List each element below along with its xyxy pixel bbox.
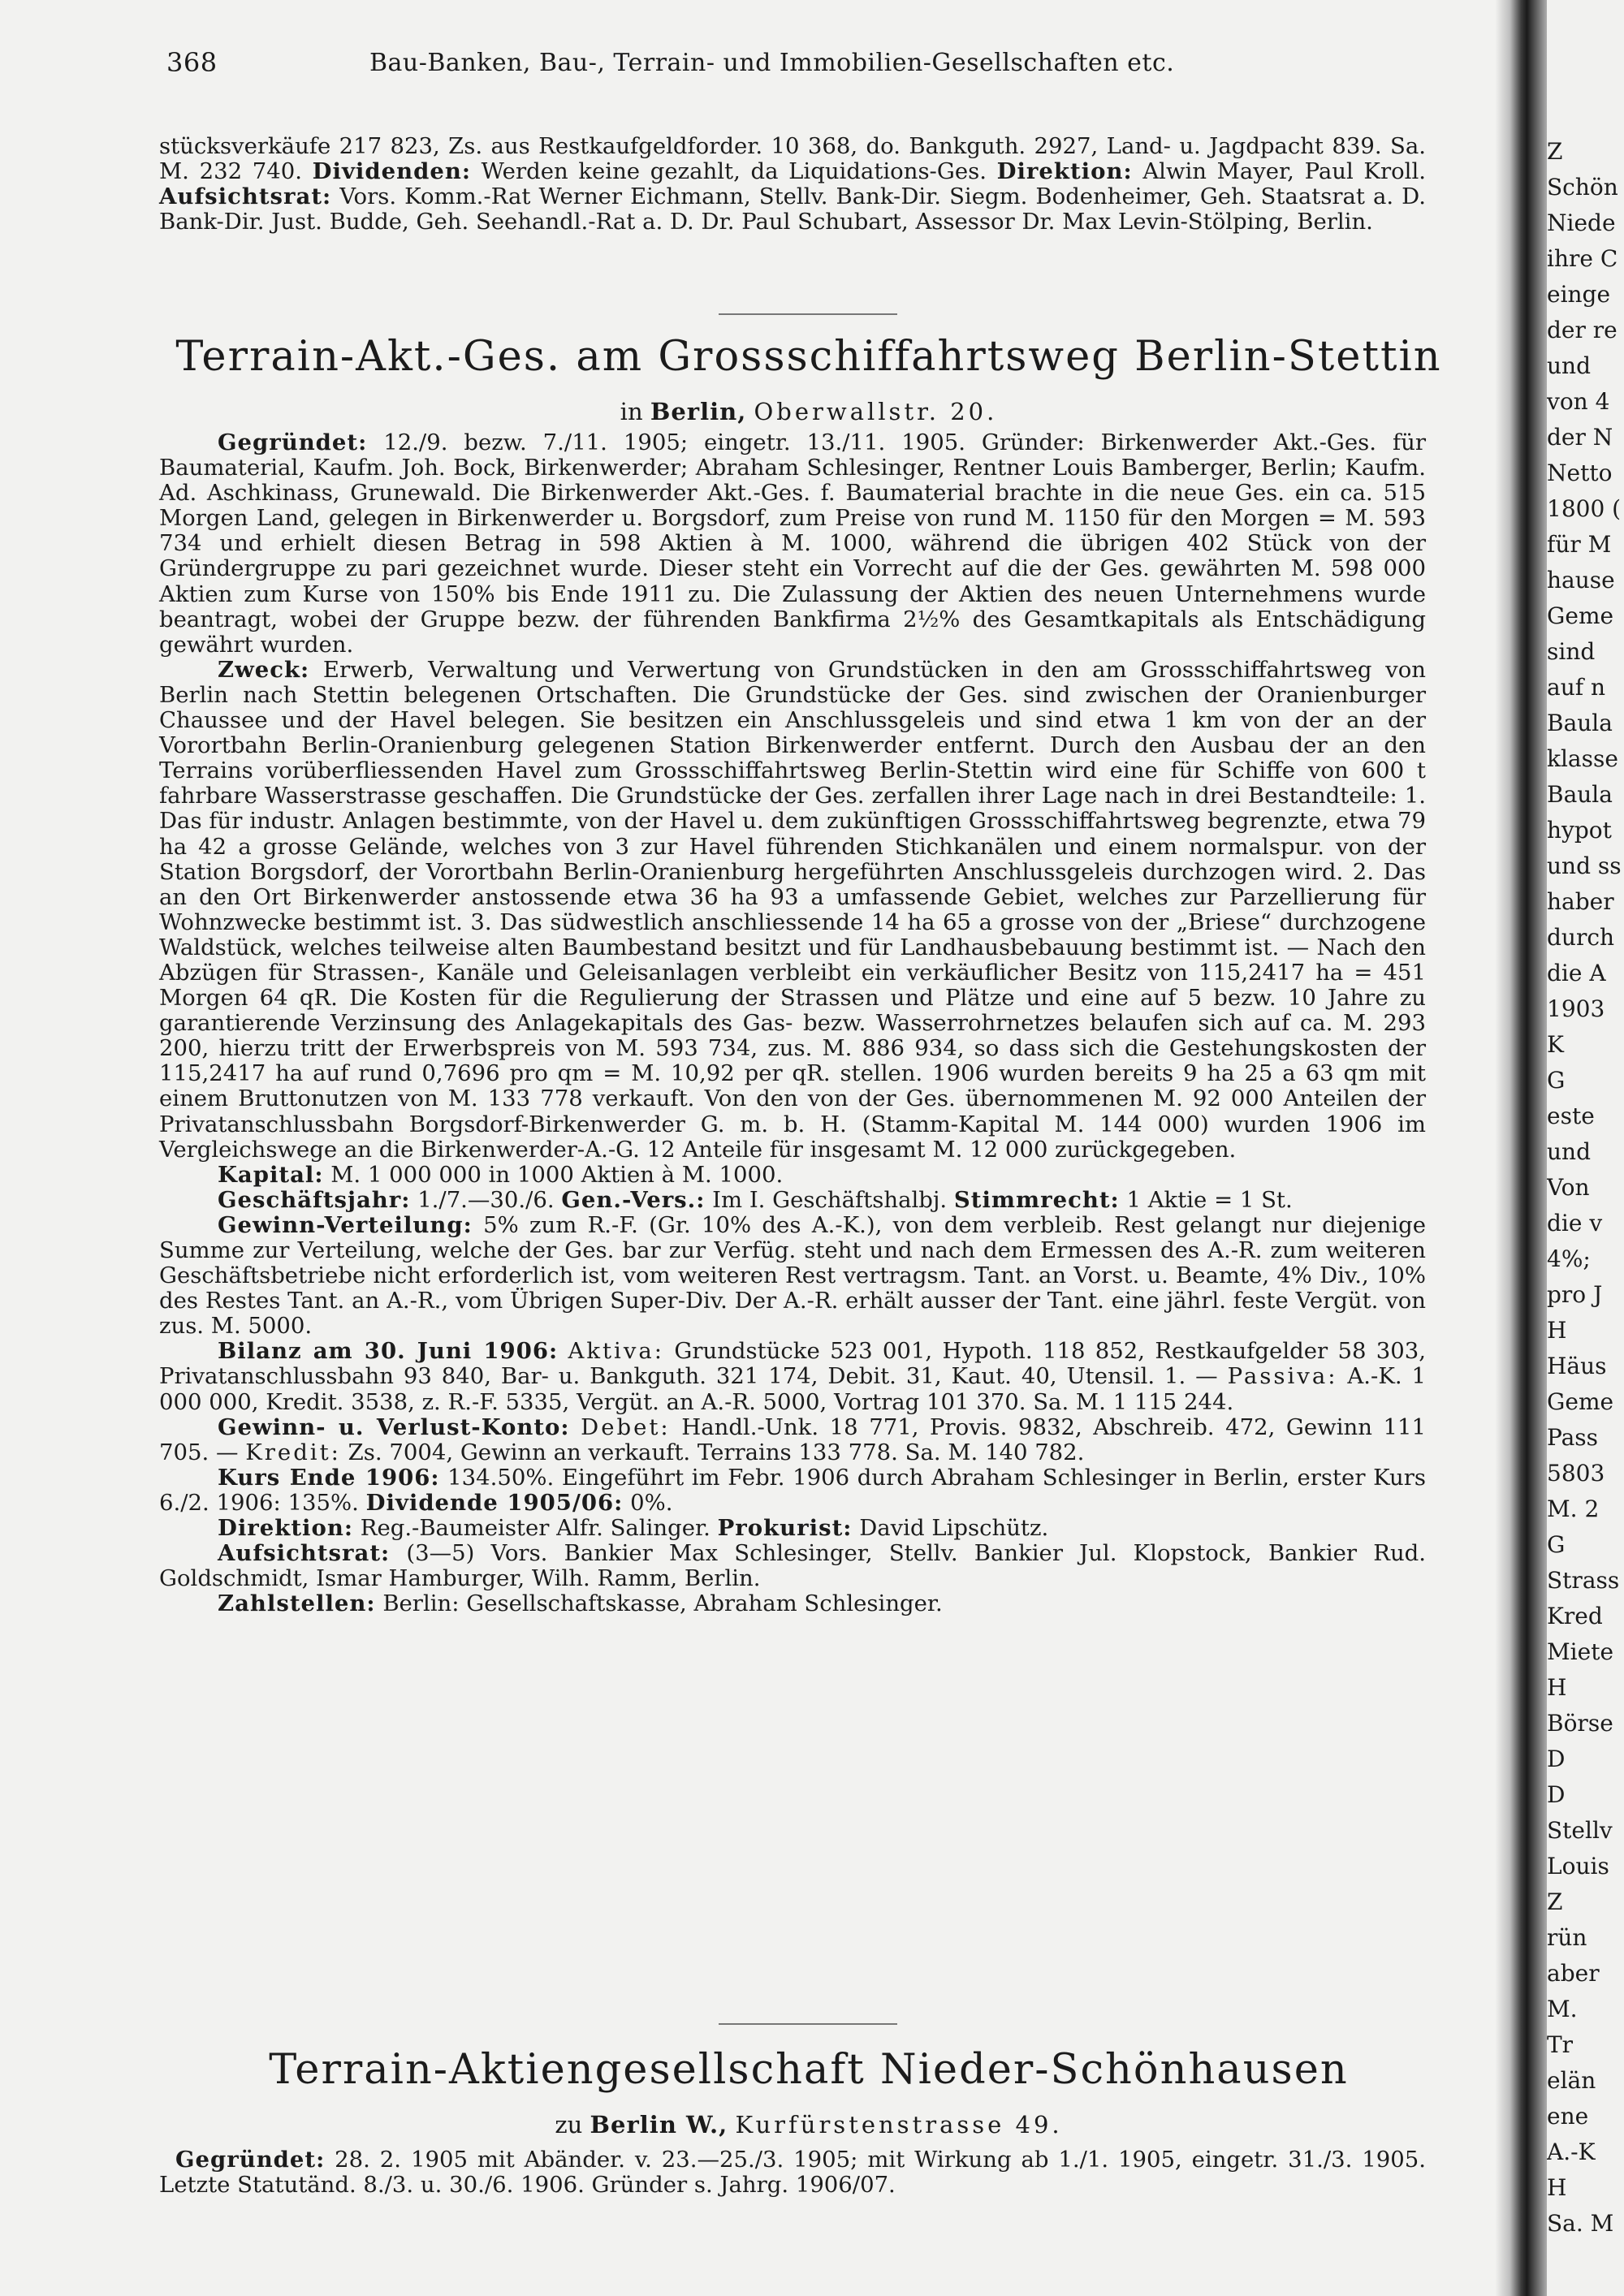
- entry1-zweck-text: Erwerb, Verwaltung und Verwertung von Grundstücken in den am Grossschiffahrtsweg von Berlin nach Stettin belegenen Ortschaften. Die Grundstücke der Ges. sind zwischen der Oranienburger Chaussee und der Havel belegen. Sie besitzen ein Anschlussgeleis und sind etwa 1 km von der an der Vorortbahn Berlin-Oranienburg gelegenen Station Birkenwerder entfernt. Durch den Ausbau der an den Terrains vorüberfliessenden Havel zum Grossschiffahrtsweg Berlin-Stettin wird eine für Schiffe von 600 t fahrbare Wasserstrasse geschaffen. Die Grundstücke der Ges. zerfallen ihrer Lage nach in drei Bestandteile: 1. Das für industr. Anlagen bestimmte, von der Havel u. dem zukünftigen Grossschiffahrtsweg begrenzte, etwa 79 ha 42 a grosse Gelände, welches von 3 zur Havel führenden Stichkanälen und einem normalspur. von der Station Borgsdorf, der Vorortbahn Berlin-Oranienburg hergeführten Anschlussgeleis durchzogen wird. 2. Das an den Ort Birkenwerder anstossende etwa 36 ha 93 a umfassende Gebiet, welches zur Parzellierung für Wohnzwecke bestimmt ist. 3. Das südwestlich anschliessende 14 ha 65 a grosse von der „Briese“ durchzogene Waldstück, welches teilweise alten Baumbestand besitzt und für Landhausbebauung bestimmt ist. — Nach den Abzügen für Strassen-, Kanäle und Geleisanlagen verbleibt ein verkäuflicher Besitz von 115,2417 ha = 451 Morgen 64 qR. Die Kosten für die Regulierung der Strassen und Plätze und eine auf 5 bezw. 10 Jahre zu garantierende Verzinsung des Anlagekapitals des Gas- bezw. Wasserrohrnetzes belaufen sich auf ca. M. 293 200, hierzu tritt der Erwerbspreis von M. 593 734, zus. M. 886 934, so dass sich die Gestehungskosten der 115,2417 ha auf rund 0,7696 pro qm = M. 10,92 per qR. stellen. 1906 wurden bereits 9 ha 25 a 63 qm mit einem Bruttonutzen von M. 133 778 verkauft. Von den von der Ges. übernommenen M. 92 000 Anteilen der Privatanschlussbahn Borgsdorf-Birkenwerder G. m. b. H. (Stamm-Kapital M. 144 000) wurden 1906 im Vergleichswege an die Birkenwerder-A.-G. 12 Anteile für insgesamt M. 12 000 zurückgegeben.: [159, 656, 1426, 1163]
- right-page-line: für M: [1547, 531, 1612, 558]
- right-page-line: 5803: [1547, 1460, 1605, 1487]
- entry1-loc-street: Oberwallstr. 20.: [754, 398, 998, 425]
- entry1-direktion-label: Direktion:: [218, 1515, 353, 1542]
- right-page-line: H: [1547, 1674, 1567, 1701]
- entry1-aufsichtsrat-text: (3—5) Vors. Bankier Max Schlesinger, Stellv. Bankier Jul. Klopstock, Bankier Rud. Goldschmidt, Ismar Hamburger, Wilh. Ramm, Berlin.: [159, 1540, 1426, 1592]
- prev-dividenden-text: Werden keine gezahlt, da Liquidations-Ges.: [481, 158, 987, 185]
- entry1-direktion: [159, 1516, 1426, 1541]
- entry1-passiva-text: A.-K. 1 000 000, Kredit. 3538, z. R.-F. 5335, Vergüt. an A.-R. 5000, Vortrag 101 370. Sa. M. 1 115 244.: [159, 1363, 1427, 1415]
- entry1-zahlstellen-label: Zahlstellen:: [218, 1590, 376, 1617]
- right-page-line: Strass: [1547, 1567, 1620, 1594]
- right-page-line: Häus: [1547, 1353, 1607, 1379]
- entry1-kredit-label: Kredit:: [245, 1439, 341, 1465]
- right-page-line: Stellv: [1547, 1817, 1613, 1844]
- right-page-line: Niede: [1547, 209, 1616, 236]
- entry1-location: [159, 398, 1458, 425]
- entry1-stimmrecht-text: 1 Aktie = 1 St.: [1126, 1186, 1293, 1213]
- entry1-guv: [159, 1415, 1426, 1465]
- entry1-zweck-label: Zweck:: [218, 656, 310, 683]
- right-page-fragment: [1547, 0, 1624, 2296]
- right-page-line: Netto: [1547, 460, 1613, 486]
- right-page-line: auf n: [1547, 674, 1606, 701]
- right-page-line: von 4: [1547, 388, 1610, 415]
- right-page-line: Von: [1547, 1174, 1590, 1201]
- page-number: 368: [166, 47, 218, 78]
- entry2-body: [159, 2147, 1426, 2198]
- entry1-genvers-label: Gen.-Vers.:: [561, 1186, 706, 1213]
- right-page-line: Z: [1547, 1888, 1563, 1915]
- right-page-line: Miete: [1547, 1638, 1614, 1665]
- right-page-line: Z: [1547, 138, 1563, 165]
- right-page-line: haber: [1547, 888, 1614, 915]
- right-page-line: A.-K: [1547, 2138, 1596, 2165]
- right-page-line: Tr: [1547, 2031, 1574, 2058]
- entry1-prokurist-label: Prokurist:: [717, 1515, 853, 1542]
- right-page-line: Sa. M: [1547, 2210, 1614, 2237]
- right-page-line: M.: [1547, 1996, 1578, 2022]
- right-page-line: und: [1547, 352, 1591, 379]
- entry2-gegruendet: [159, 2147, 1426, 2198]
- right-page-line: der N: [1547, 424, 1613, 451]
- right-page-line: einge: [1547, 281, 1611, 308]
- right-page-line: Pass: [1547, 1424, 1599, 1451]
- book-gutter: [1496, 0, 1553, 2296]
- right-page-line: D: [1547, 1746, 1566, 1772]
- entry1-body: [159, 430, 1426, 1616]
- entry2-location: [159, 2111, 1458, 2138]
- right-page-line: H: [1547, 1317, 1567, 1344]
- right-page-line: und ss: [1547, 852, 1622, 879]
- right-page-line: H: [1547, 2174, 1567, 2201]
- right-page-line: Louis: [1547, 1853, 1609, 1880]
- entry1-kredit-text: Zs. 7004, Gewinn an verkauft. Terrains 133 778. Sa. M. 140 782.: [348, 1439, 1085, 1465]
- entry1-genvers-text: Im I. Geschäftshalbj.: [712, 1186, 948, 1213]
- entry1-geschaeftsjahr: [159, 1188, 1426, 1213]
- entry2-loc-prefix: zu: [555, 2111, 583, 2138]
- right-page-line: rün: [1547, 1924, 1587, 1951]
- entry1-gv-label: Gewinn-Verteilung:: [218, 1211, 473, 1238]
- entry1-prokurist-text: David Lipschütz.: [859, 1515, 1049, 1542]
- entry1-gj-text: 1./7.—30./6.: [417, 1186, 555, 1213]
- prev-entry-text: stücksverkäufe 217 823, Zs. aus Restkaufgeldforder. 10 368, do. Bankguth. 2927, Land- u. Jagdpacht 839. Sa. M. 232 740.: [159, 133, 1426, 185]
- right-page-line: durch: [1547, 924, 1615, 951]
- right-page-line: ihre C: [1547, 245, 1618, 272]
- entry1-title: Terrain-Akt.-Ges. am Grossschiffahrtsweg Berlin-Stettin: [175, 333, 1442, 381]
- right-page-line: die v: [1547, 1210, 1603, 1236]
- running-header: [166, 47, 1303, 88]
- right-page-line: G: [1547, 1067, 1566, 1094]
- entry1-kurs: [159, 1465, 1426, 1516]
- entry2-gegruendet-text: 28. 2. 1905 mit Abänder. v. 23.—25./3. 1905; mit Wirkung ab 1./1. 1905, eingetr. 31./3. 1905. Letzte Statutänd. 8./3. u. 30./6. 1906. Gründer s. Jahrg. 1906/07.: [159, 2147, 1426, 2199]
- right-page-line: M. 2: [1547, 1495, 1600, 1522]
- entry1-zahlstellen-text: Berlin: Gesellschaftskasse, Abraham Schlesinger.: [382, 1590, 943, 1617]
- entry1-kurs-text: 134.50%. Eingeführt im Febr. 1906 durch Abraham Schlesinger in Berlin, erster Kurs 6./2. 1906: 135%.: [159, 1464, 1426, 1516]
- entry1-aktiva-text: Grundstücke 523 001, Hypoth. 118 852, Restkaufgelder 58 303, Privatanschlussbahn 93 840, Bar- u. Bankguth. 321 174, Debit. 31, Kaut. 40, Utensil. 1. —: [159, 1338, 1427, 1390]
- entry1-loc-prefix: in: [620, 398, 643, 425]
- entry1-kurs-label: Kurs Ende 1906:: [218, 1464, 440, 1491]
- right-page-line: Börse: [1547, 1710, 1613, 1737]
- right-page-line: Schön: [1547, 174, 1618, 201]
- entry1-zweck: [159, 658, 1426, 1163]
- entry1-aufsichtsrat: [159, 1541, 1426, 1591]
- entry1-dividende-label: Dividende 1905/06:: [365, 1489, 624, 1516]
- right-page-line: Geme: [1547, 602, 1614, 629]
- entry1-gv-text: 5% zum R.-F. (Gr. 10% des A.-K.), von dem verbleib. Rest gelangt nur diejenige Summe zur Verteilung, welche der Ges. bar zur Verfüg. steht und nach dem Ermessen des A.-R. zum weiteren Geschäftsbetriebe nicht erforderlich ist, vom weiteren Rest vertragsm. Tant. an Vorst. u. Beamte, 4% Div., 10% des Restes Tant. an A.-R., vom Übrigen Super-Div. Der A.-R. erhält ausser der Tant. eine jährl. feste Vergüt. von zus. M. 5000.: [159, 1211, 1426, 1340]
- entry1-debet-text: Handl.-Unk. 18 771, Provis. 9832, Abschreib. 472, Gewinn 111 705. —: [159, 1413, 1426, 1465]
- prev-dividenden-label: Dividenden:: [312, 158, 471, 185]
- right-page-line: Kred: [1547, 1603, 1603, 1629]
- entry1-gewinn-verteilung: [159, 1213, 1426, 1339]
- entry1-bilanz: [159, 1339, 1426, 1414]
- entry1-stimmrecht-label: Stimmrecht:: [953, 1186, 1120, 1213]
- prev-direktion-label: Direktion:: [996, 158, 1133, 185]
- entry1-gegruendet-text: 12./9. bezw. 7./11. 1905; eingetr. 13./11. 1905. Gründer: Birkenwerder Akt.-Ges. für Baumaterial, Kaufm. Joh. Bock, Birkenwerder; Abraham Schlesinger, Rentner Louis Bamberger, Berlin; Kaufm. Ad. Aschkinass, Grunewald. Die Birkenwerder Akt.-Ges. f. Baumaterial brachte in die neue Ges. ein ca. 515 Morgen Land, gelegen in Birkenwerder u. Borgsdorf, zum Preise von rund M. 1150 für den Morgen = M. 593 734 und erhielt diesen Betrag in 598 Aktien à M. 1000, während die übrigen 402 Stück von der Gründergruppe zu pari gezeichnet wurde. Dieser steht ein Vorrecht auf die der Ges. gewährten M. 598 000 Aktien zum Kurse von 150% bis Ende 1911 zu. Die Zulassung der Aktien des neuen Unternehmens wurde beantragt, wobei der Gruppe bezw. der führenden Bankfirma 2½% des Gesamtkapitals als Entschädigung gewährt wurden.: [159, 429, 1426, 658]
- right-page-line: die A: [1547, 960, 1606, 986]
- right-page-line: Baula: [1547, 710, 1613, 736]
- entry1-kapital: [159, 1163, 1426, 1188]
- right-page-line: hause: [1547, 567, 1615, 593]
- entry1-debet-label: Debet:: [581, 1413, 671, 1440]
- right-page-line: D: [1547, 1781, 1566, 1808]
- right-page-line: Geme: [1547, 1388, 1614, 1415]
- entry2-gegruendet-label: Gegründet:: [175, 2147, 326, 2173]
- entry1-kapital-text: M. 1 000 000 in 1000 Aktien à M. 1000.: [330, 1161, 784, 1188]
- right-page-line: G: [1547, 1531, 1566, 1558]
- running-title: Bau-Banken, Bau-, Terrain- und Immobilien-Gesellschaften etc.: [369, 49, 1175, 77]
- entry1-gegruendet: [159, 430, 1426, 658]
- right-page-line: und: [1547, 1138, 1591, 1165]
- right-page-line: der re: [1547, 317, 1618, 343]
- entry1-direktion-text: Reg.-Baumeister Alfr. Salinger.: [360, 1515, 710, 1542]
- right-page-line: aber: [1547, 1960, 1600, 1987]
- right-page-line: elän: [1547, 2067, 1596, 2094]
- right-page-line: 1903: [1547, 995, 1605, 1022]
- entry2-title: Terrain-Aktiengesellschaft Nieder-Schönhausen: [269, 2046, 1349, 2094]
- entry1-guv-label: Gewinn- u. Verlust-Konto:: [218, 1413, 570, 1440]
- right-page-line: 4%;: [1547, 1245, 1591, 1272]
- right-page-line: hypot: [1547, 817, 1612, 844]
- prev-aufsichtsrat-label: Aufsichtsrat:: [159, 183, 332, 210]
- right-page-line: este: [1547, 1103, 1595, 1129]
- entry1-passiva-label: Passiva:: [1227, 1363, 1338, 1390]
- right-page-line: sind: [1547, 638, 1596, 665]
- right-page-line: 1800 (: [1547, 495, 1622, 522]
- section-divider-1: [719, 313, 897, 315]
- entry2-loc-city: Berlin W.,: [590, 2111, 728, 2138]
- entry1-zahlstellen: [159, 1591, 1426, 1616]
- entry1-gegruendet-label: Gegründet:: [218, 429, 368, 455]
- entry1-kapital-label: Kapital:: [218, 1161, 324, 1188]
- section-divider-2: [719, 2023, 897, 2025]
- entry2-loc-street: Kurfürstenstrasse 49.: [735, 2111, 1063, 2138]
- right-page-line: Baula: [1547, 781, 1613, 808]
- prev-aufsichtsrat-text: Vors. Komm.-Rat Werner Eichmann, Stellv. Bank-Dir. Siegm. Bodenheimer, Geh. Staatsrat a. D. Bank-Dir. Just. Budde, Geh. Seehandl.-Rat a. D. Dr. Paul Schubart, Assessor Dr. Max Levin-Stölping, Berlin.: [159, 183, 1426, 235]
- right-page-line: K: [1547, 1031, 1564, 1058]
- right-page-line: pro J: [1547, 1281, 1603, 1308]
- entry1-dividende-text: 0%.: [630, 1489, 673, 1516]
- entry1-aufsichtsrat-label: Aufsichtsrat:: [218, 1540, 391, 1567]
- right-page-line: klasse: [1547, 745, 1618, 772]
- entry1-gj-label: Geschäftsjahr:: [218, 1186, 411, 1213]
- entry1-aktiva-label: Aktiva:: [568, 1338, 665, 1365]
- previous-entry-tail: [159, 134, 1426, 235]
- right-page-line: ene: [1547, 2103, 1589, 2130]
- entry1-bilanz-label: Bilanz am 30. Juni 1906:: [218, 1338, 559, 1365]
- entry1-loc-city: Berlin,: [650, 398, 747, 425]
- prev-direktion-text: Alwin Mayer, Paul Kroll.: [1142, 158, 1427, 185]
